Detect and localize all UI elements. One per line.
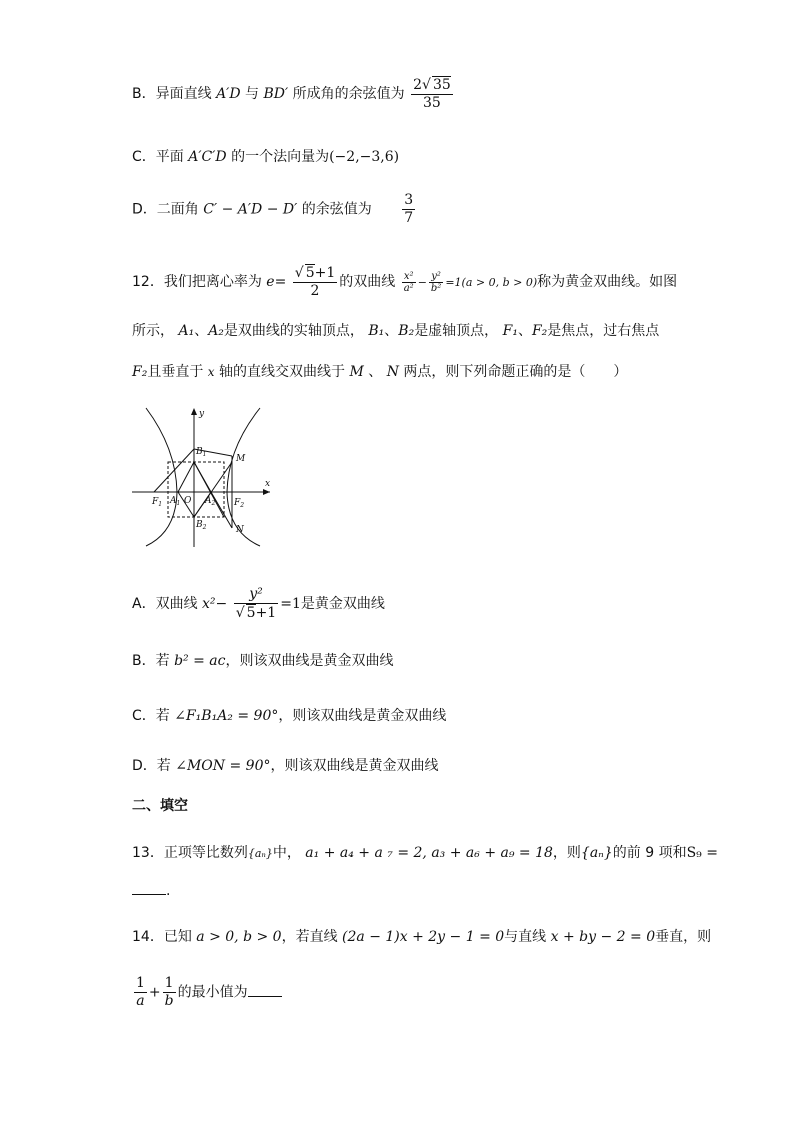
label-x: x bbox=[265, 479, 271, 489]
question-14-line-2: $\frac{1}{a}$ + $\frac{1}{b}$ 的最小值为 bbox=[132, 975, 282, 1010]
option-label: C． bbox=[132, 708, 156, 724]
option-12d: D．若 ∠MON = 90°，则该双曲线是黄金双曲线 bbox=[132, 758, 439, 774]
question-12-line-1: 12．我们把离心率为 e= $\frac{√ 5+1}{2}$ 的双曲线 $\frac{\text{x²}}{\text{a²}}$ − $\frac{\text{y²}}{\text{b²}}$ =1(a > 0, b > 0)称为黄金双曲线。如图 bbox=[132, 265, 678, 299]
label-a1: $A_1$ bbox=[170, 496, 181, 507]
x-axis-arrow bbox=[263, 489, 270, 495]
option-12b: B．若 b² = ac，则该双曲线是黄金双曲线 bbox=[132, 653, 394, 669]
option-label: D． bbox=[132, 758, 157, 774]
label-m: M bbox=[236, 454, 246, 464]
question-number: 14． bbox=[132, 929, 164, 945]
question-13-line-2: . bbox=[132, 880, 170, 901]
option-11c: C．平面 A′C′D 的一个法向量为(−2,−3,6) bbox=[132, 149, 400, 165]
section-title: 二、填空 bbox=[132, 798, 188, 814]
label-b2: $B_2$ bbox=[196, 520, 207, 531]
math-line-2: BD′ bbox=[263, 86, 289, 102]
math-angle: C′ − A′D − D′ bbox=[203, 201, 298, 218]
option-11b: B．异面直线 A′D 与 BD′ 所成角的余弦值为 $\frac{2√ 35}{35}$ bbox=[132, 77, 451, 111]
fraction: $\frac{2√ 35}{35}$ bbox=[413, 77, 451, 111]
label-f1: $F_1$ bbox=[152, 497, 163, 508]
option-label: C． bbox=[132, 149, 156, 165]
option-label: B． bbox=[132, 653, 156, 669]
fraction: $\frac{1}{b}$ bbox=[164, 975, 174, 1009]
question-13-line-1: 13．正项等比数列{aₙ}中， a₁ + a₄ + a ₇ = 2, a₃ + a₆ + a₉ = 18，则{aₙ}的前 9 项和S₉ = bbox=[132, 845, 718, 861]
option-12c: C．若 ∠F₁B₁A₂ = 90°，则该双曲线是黄金双曲线 bbox=[132, 708, 447, 724]
math-plane: A′C′D bbox=[188, 149, 227, 165]
option-label: B． bbox=[132, 86, 156, 102]
label-o: O bbox=[184, 496, 192, 506]
label-n: N bbox=[236, 525, 244, 535]
question-12-line-2: 所示， A₁、A₂是双曲线的实轴顶点， B₁、B₂是虚轴顶点， F₁、F₂是焦点，过右焦点 bbox=[132, 323, 660, 339]
fraction: $\frac{\text{y²}}{√ 5+1}$ bbox=[235, 586, 277, 621]
question-number: 12． bbox=[132, 274, 164, 290]
option-12a: A．双曲线 x²− $\frac{\text{y²}}{√ 5+1}$ =1是黄金双曲线 bbox=[132, 586, 385, 621]
question-14-line-1: 14．已知 a > 0, b > 0，若直线 (2a − 1)x + 2y − 1 = 0与直线 x + by − 2 = 0垂直，则 bbox=[132, 929, 712, 945]
question-number: 13． bbox=[132, 845, 164, 861]
answer-blank[interactable] bbox=[248, 982, 282, 997]
math-vector: (−2,−3,6) bbox=[329, 149, 400, 165]
question-12-line-3: F₂且垂直于 x 轴的直线交双曲线于 M 、 N 两点，则下列命题正确的是（ ） bbox=[132, 364, 628, 380]
label-f2: $F_2$ bbox=[234, 498, 245, 509]
y-axis-arrow bbox=[191, 408, 197, 415]
option-11d: D．二面角 C′ − A′D − D′ 的余弦值为 $\frac{3}{7}$ bbox=[132, 192, 414, 226]
fraction: $\frac{3}{7}$ bbox=[404, 192, 414, 226]
option-label: D． bbox=[132, 201, 157, 218]
hyperbola-left-branch bbox=[146, 408, 177, 546]
fraction: $\frac{\text{y²}}{\text{b²}}$ bbox=[430, 270, 442, 294]
answer-blank[interactable] bbox=[132, 880, 166, 895]
label-y: y bbox=[199, 409, 205, 419]
fraction: $\frac{1}{a}$ bbox=[136, 975, 145, 1009]
label-b1: $B_1$ bbox=[196, 447, 207, 458]
option-label: A． bbox=[132, 596, 156, 612]
label-a2: $A_2$ bbox=[205, 496, 216, 507]
fraction: $\frac{\text{x²}}{\text{a²}}$ bbox=[403, 270, 414, 294]
line-f1-b1 bbox=[154, 449, 194, 492]
hyperbola-figure bbox=[132, 404, 277, 549]
math-line-1: A′D bbox=[216, 86, 241, 102]
dashed-rectangle bbox=[168, 462, 224, 517]
fraction: $\frac{√ 5+1}{2}$ bbox=[294, 265, 336, 299]
